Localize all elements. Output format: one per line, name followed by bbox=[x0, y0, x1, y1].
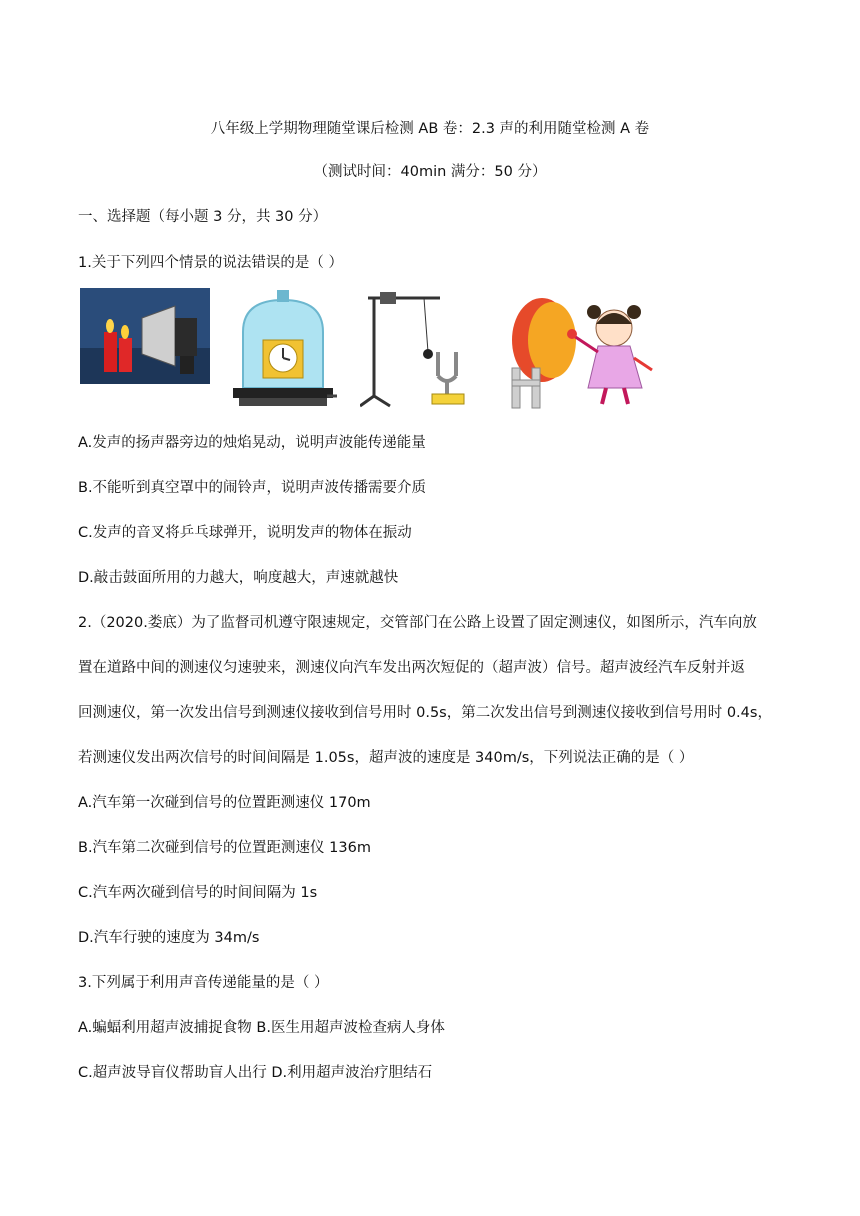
section-heading: 一、选择题（每小题 3 分，共 30 分） bbox=[78, 209, 328, 225]
document-title: 八年级上学期物理随堂课后检测 AB 卷：2.3 声的利用随堂检测 A 卷 bbox=[210, 121, 650, 137]
girl-drum-image bbox=[502, 288, 662, 414]
tuning-fork-image bbox=[360, 288, 475, 410]
question-2-stem-line-2: 置在道路中间的测速仪匀速驶来，测速仪向汽车发出两次短促的（超声波）信号。超声波经汽车反射并返 bbox=[78, 660, 745, 676]
speaker-candle-image bbox=[80, 288, 210, 384]
question-1-stem: 1.关于下列四个情景的说法错误的是（ ） bbox=[78, 255, 343, 271]
q2-option-b: B.汽车第二次碰到信号的位置距测速仪 136m bbox=[78, 840, 371, 856]
q1-option-c: C.发声的音叉将乒乓球弹开，说明发声的物体在振动 bbox=[78, 525, 412, 541]
q2-option-d: D.汽车行驶的速度为 34m/s bbox=[78, 930, 260, 946]
document-subtitle: （测试时间：40min 满分：50 分） bbox=[313, 164, 547, 180]
question-2-stem-line-4: 若测速仪发出两次信号的时间间隔是 1.05s，超声波的速度是 340m/s，下列说法正确的是（ ） bbox=[78, 750, 694, 766]
bell-jar-image bbox=[227, 288, 339, 414]
question-1-figures bbox=[80, 288, 670, 414]
question-2-stem-line-3: 回测速仪，第一次发出信号到测速仪接收到信号用时 0.5s，第二次发出信号到测速仪接收到信号用时 0.4s， bbox=[78, 705, 772, 721]
q2-option-a: A.汽车第一次碰到信号的位置距测速仪 170m bbox=[78, 795, 371, 811]
q1-option-a: A.发声的扬声器旁边的烛焰晃动，说明声波能传递能量 bbox=[78, 435, 426, 451]
q3-options-row-1: A.蝙蝠利用超声波捕捉食物 B.医生用超声波检查病人身体 bbox=[78, 1020, 445, 1036]
question-2-stem-line-1: 2.（2020.娄底）为了监督司机遵守限速规定，交管部门在公路上设置了固定测速仪，如图所示，汽车向放 bbox=[78, 615, 757, 631]
q3-options-row-2: C.超声波导盲仪帮助盲人出行 D.利用超声波治疗胆结石 bbox=[78, 1065, 433, 1081]
q2-option-c: C.汽车两次碰到信号的时间间隔为 1s bbox=[78, 885, 318, 901]
q1-option-b: B.不能听到真空罩中的闹铃声，说明声波传播需要介质 bbox=[78, 480, 427, 496]
question-3-stem: 3.下列属于利用声音传递能量的是（ ） bbox=[78, 975, 329, 991]
q1-option-d: D.敲击鼓面所用的力越大，响度越大，声速就越快 bbox=[78, 570, 399, 586]
